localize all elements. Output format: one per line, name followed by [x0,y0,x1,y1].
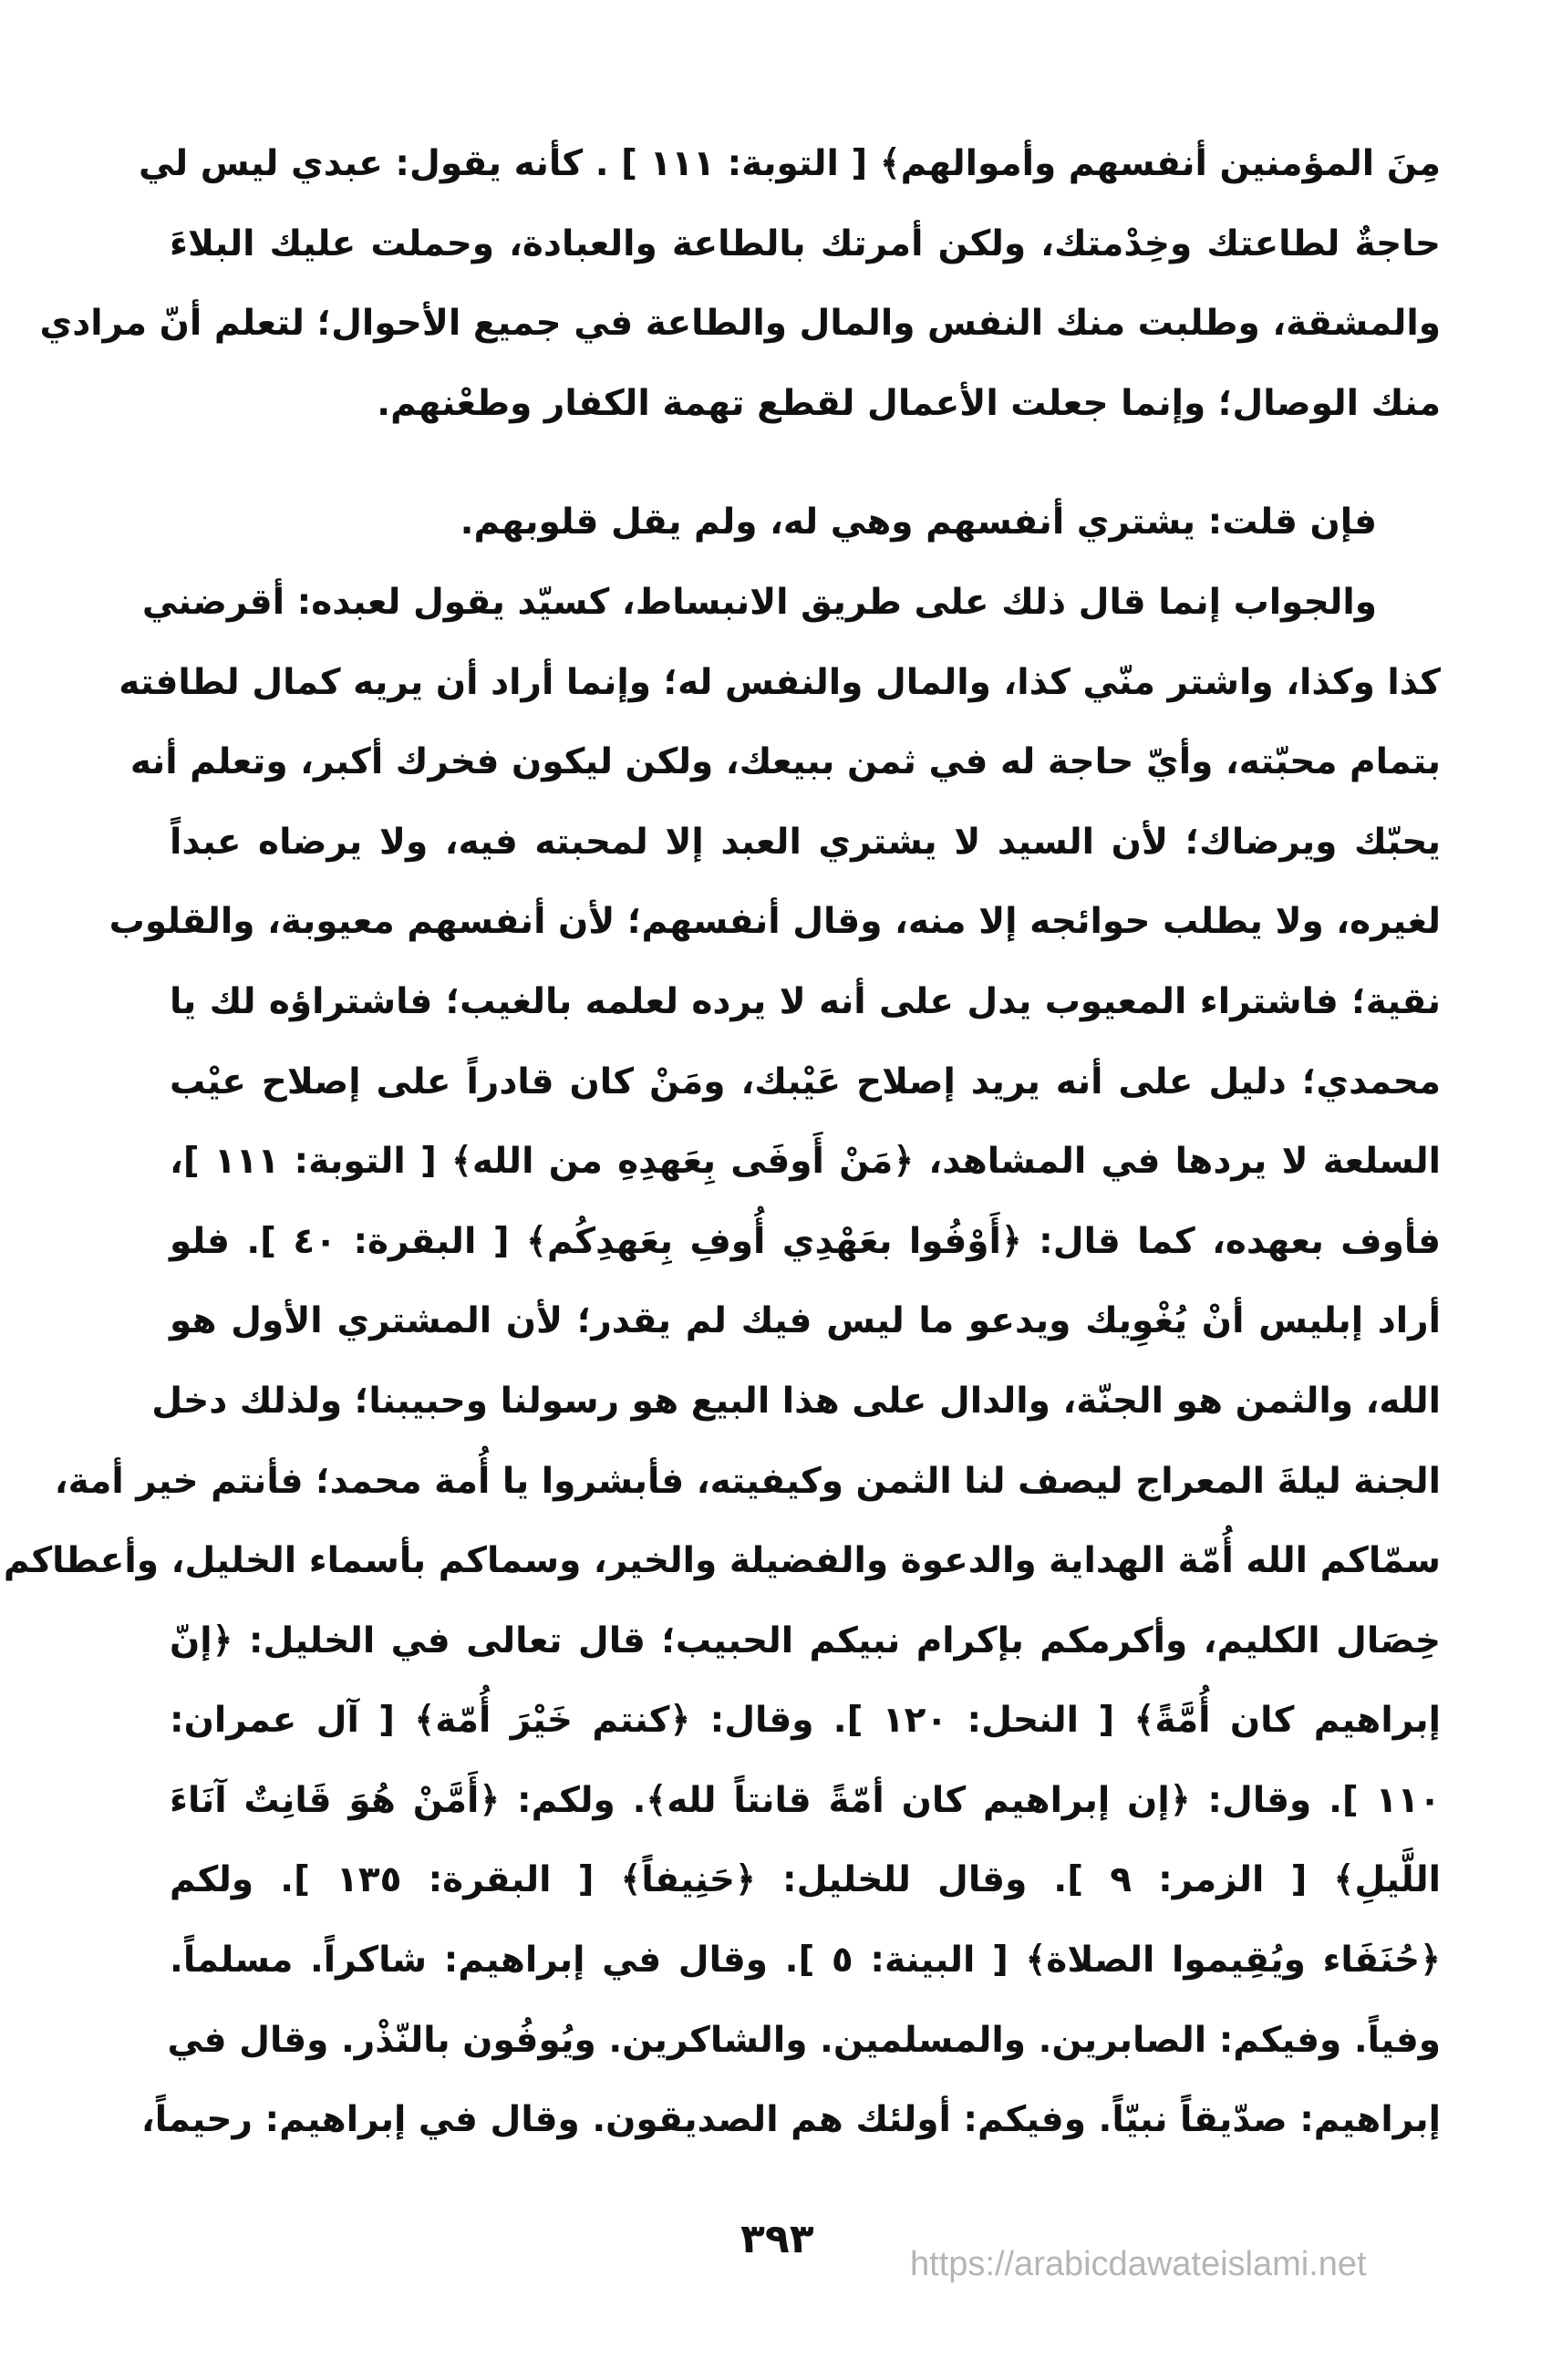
text-line: فإن قلت: يشتري أنفسهم وهي له، ولم يقل قلوبهم. [460,502,1377,543]
text-line: أراد إبليس أنْ يُغْوِيك ويدعو ما ليس فيك لم يقدر؛ لأن المشتري الأول هو [170,1300,1441,1342]
text-line: حاجةٌ لطاعتك وخِدْمتك، ولكن أمرتك بالطاعة والعبادة، وحملت عليك البلاءَ [170,222,1441,264]
body-text [3,124,1442,2160]
text-line: لغيره، ولا يطلب حوائجه إلا منه، وقال أنفسهم؛ لأن أنفسهم معيوبة، والقلوب [109,901,1441,943]
text-line: اللَّيلِ﴾ [ الزمر: ٩ ]. وقال للخليل: ﴿حَنِيفاً﴾ [ البقرة: ١٣٥ ]. ولكم [170,1859,1441,1901]
text-line: الجنة ليلةَ المعراج ليصف لنا الثمن وكيفيته، فأبشروا يا أُمة محمد؛ فأنتم خير أمة، [54,1460,1441,1502]
text-line: بتمام محبّته، وأيّ حاجة له في ثمن ببيعك، ولكن ليكون فخرك أكبر، وتعلم أنه [129,741,1441,783]
paragraph-gap [170,443,1441,482]
text-line: الله، والثمن هو الجنّة، والدال على هذا البيع هو رسولنا وحبيبنا؛ ولذلك دخل [151,1380,1441,1422]
text-line: السلعة لا يردها في المشاهد، ﴿مَنْ أَوفَى بِعَهدِهِ من الله﴾ [ التوبة: ١١١ ]، [170,1141,1442,1183]
text-line: والجواب إنما قال ذلك على طريق الانبساط، كسيّد يقول لعبده: أقرضني [141,581,1377,623]
page-number: ٣٩٣ [740,2216,814,2262]
text-line: خِصَال الكليم، وأكرمكم بإكرام نبيكم الحبيب؛ قال تعالى في الخليل: ﴿إنّ [170,1619,1441,1661]
watermark-url: https://arabicdawateislami.net [910,2245,1367,2283]
text-line: إبراهيم: صدّيقاً نبيّاً. وفيكم: أولئك هم الصديقون. وقال في إبراهيم: رحيماً، [140,2099,1441,2141]
text-line: كذا وكذا، واشتر منّي كذا، والمال والنفس له؛ وإنما أراد أن يريه كمال لطافته [119,661,1441,703]
text-line: ﴿حُنَفَاء ويُقِيموا الصلاة﴾ [ البينة: ٥ ]. وقال في إبراهيم: شاكراً. مسلماً. [170,1940,1442,1982]
text-line: وفياً. وفيكم: الصابرين. والمسلمين. والشاكرين. ويُوفُون بالنّذْر. وقال في [167,2019,1441,2061]
text-line: مِنَ المؤمنين أنفسهم وأموالهم﴾ [ التوبة: ١١١ ] . كأنه يقول: عبدي ليس لي [139,143,1441,184]
text-line: فأوف بعهده، كما قال: ﴿أَوْفُوا بعَهْدِي أُوفِ بِعَهدِكُم﴾ [ البقرة: ٤٠ ]. فلو [170,1220,1441,1262]
text-line: سمّاكم الله أُمّة الهداية والدعوة والفضيلة والخير، وسماكم بأسماء الخليل، وأعطاكم [3,1540,1441,1582]
text-line: يحبّك ويرضاك؛ لأن السيد لا يشتري العبد إلا لمحبته فيه، ولا يرضاه عبداً [170,821,1441,863]
text-line: ١١٠ ]. وقال: ﴿إن إبراهيم كان أمّةً قانتاً لله﴾. ولكم: ﴿أَمَّنْ هُوَ قَانِتٌ آنَاءَ [170,1779,1441,1821]
text-line: والمشقة، وطلبت منك النفس والمال والطاعة في جميع الأحوال؛ لتعلم أنّ مرادي [39,303,1441,345]
text-line: نقية؛ فاشتراء المعيوب يدل على أنه لا يرده لعلمه بالغيب؛ فاشتراؤه لك يا [170,980,1441,1022]
text-line: منك الوصال؛ وإنما جعلت الأعمال لقطع تهمة الكفار وطعْنهم. [377,382,1441,424]
text-line: إبراهيم كان أُمَّةً﴾ [ النحل: ١٢٠ ]. وقال: ﴿كنتم خَيْرَ أُمّة﴾ [ آل عمران: [170,1700,1441,1742]
text-line: محمدي؛ دليل على أنه يريد إصلاح عَيْبك، ومَنْ كان قادراً على إصلاح عيْب [170,1061,1441,1102]
